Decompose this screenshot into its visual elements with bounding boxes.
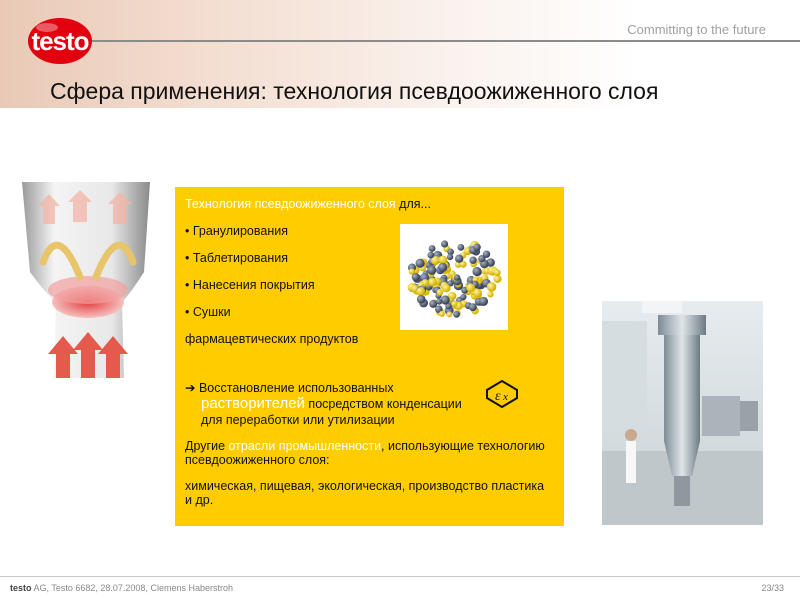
svg-text:ε: ε bbox=[495, 389, 501, 404]
pellet-bead bbox=[451, 301, 457, 307]
svg-text:x: x bbox=[503, 391, 508, 403]
footer-details: AG, Testo 6682, 28.07.2008, Clemens Haberstroh bbox=[31, 583, 233, 593]
pellet-bead bbox=[428, 278, 437, 287]
pellets-image bbox=[400, 224, 508, 330]
recovery-text bbox=[185, 380, 471, 428]
pellet-bead bbox=[487, 282, 497, 292]
recovery-post: посредством конденсации для переработки или утилизации bbox=[201, 397, 462, 427]
pellet-bead bbox=[454, 274, 460, 280]
other-pre: Другие bbox=[185, 439, 229, 453]
other-industries bbox=[185, 439, 552, 467]
pellet-bead bbox=[438, 263, 447, 272]
pellet-bead bbox=[447, 311, 453, 317]
intro-accent: для... bbox=[395, 197, 431, 211]
list-item: • Гранулирования bbox=[185, 224, 288, 238]
pellet-bead bbox=[473, 289, 482, 298]
pellet-bead bbox=[458, 244, 465, 251]
testo-logo: testo bbox=[28, 18, 92, 64]
pellet-bead bbox=[453, 311, 460, 318]
pellet-bead bbox=[473, 244, 480, 251]
intro-main: Технология псевдоожиженного слоя bbox=[185, 197, 396, 211]
pellet-bead bbox=[478, 255, 485, 262]
fluid-bed-diagram bbox=[18, 182, 158, 378]
pellet-bead bbox=[469, 257, 476, 264]
recovery-accent: растворителей bbox=[201, 395, 305, 412]
pellet-bead bbox=[416, 287, 425, 296]
pellet-bead bbox=[412, 273, 420, 281]
footer-brand: testo bbox=[10, 583, 32, 593]
pellet-bead bbox=[439, 311, 445, 317]
intro-line bbox=[185, 197, 552, 211]
footer-divider bbox=[0, 576, 800, 577]
list-item: • Нанесения покрытия bbox=[185, 278, 315, 292]
pellet-bead bbox=[429, 245, 436, 252]
pellet-bead bbox=[469, 303, 477, 311]
page-number: 23/33 bbox=[761, 583, 784, 593]
fluid-bed-equipment-photo bbox=[602, 301, 763, 525]
footer-text bbox=[10, 583, 233, 593]
pellet-bead bbox=[429, 300, 437, 308]
pellet-bead bbox=[441, 295, 450, 304]
pellet-bead bbox=[494, 269, 501, 276]
pellet-bead bbox=[437, 289, 444, 296]
header-divider bbox=[90, 40, 800, 42]
pellet-bead bbox=[487, 291, 493, 297]
pellet-bead bbox=[416, 259, 425, 268]
pellet-bead bbox=[422, 279, 429, 286]
ex-atex-icon bbox=[486, 380, 518, 408]
list-item: • Сушки bbox=[185, 305, 231, 319]
industries-list: химическая, пищевая, экологическая, производство пластика и др. bbox=[185, 479, 545, 507]
pellet-bead bbox=[447, 254, 453, 260]
arrow-right-icon: ➔ bbox=[185, 381, 196, 395]
slide-title: Сфера применения: технология псевдоожиженного слоя bbox=[50, 78, 659, 104]
pellet-bead bbox=[442, 284, 450, 292]
pellet-bead bbox=[427, 266, 436, 275]
items-tail: фармацевтических продуктов bbox=[185, 332, 359, 346]
pellet-bead bbox=[460, 294, 466, 300]
pellet-bead bbox=[428, 252, 435, 259]
pellet-bead bbox=[441, 240, 448, 247]
pellet-bead bbox=[472, 267, 481, 276]
pellet-bead bbox=[455, 255, 463, 263]
pellet-bead bbox=[466, 283, 475, 292]
pellet-bead bbox=[479, 297, 488, 306]
other-accent: отрасли промышленности bbox=[228, 439, 382, 453]
pellet-bead bbox=[417, 295, 426, 304]
other-post: , использующие технологию псевдоожиженного слоя: bbox=[185, 439, 545, 467]
list-item: • Таблетирования bbox=[185, 251, 289, 265]
tagline: Committing to the future bbox=[627, 22, 766, 37]
pellet-bead bbox=[436, 299, 442, 305]
recovery-pre: Восстановление использованных bbox=[195, 381, 394, 395]
